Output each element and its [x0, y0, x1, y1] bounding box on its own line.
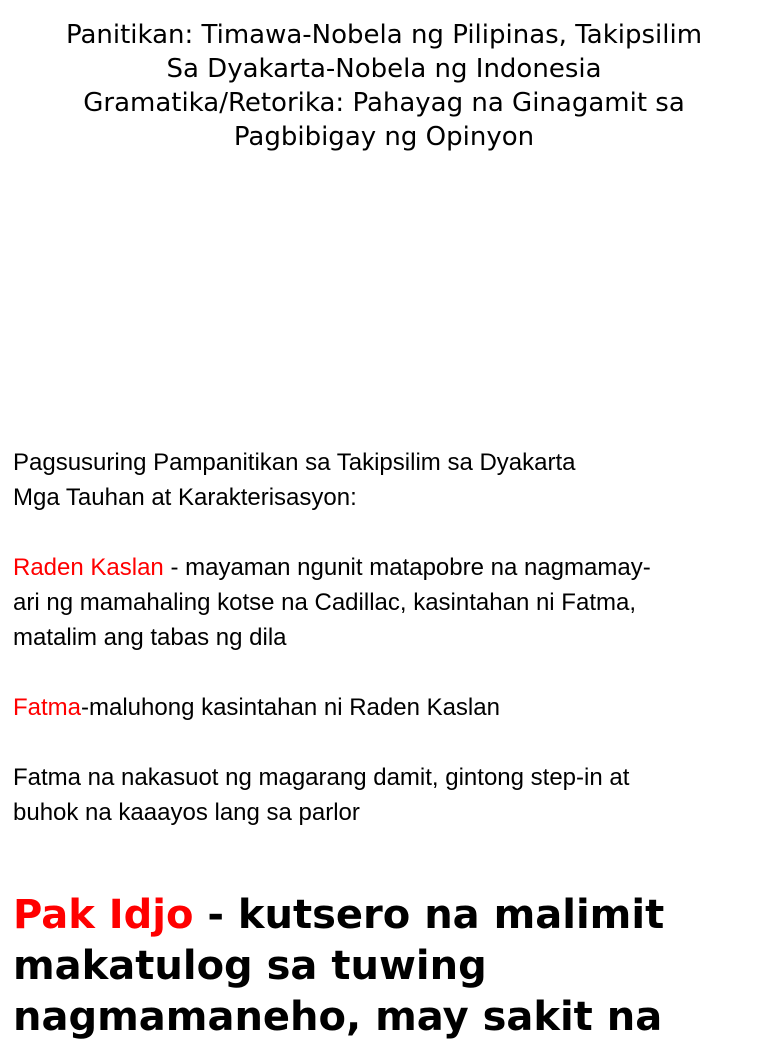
fatma-line [13, 690, 758, 725]
pak-idjo-desc-part-1: - kutsero na malimit [193, 892, 665, 938]
analysis-heading: Pagsusuring Pampanitikan sa Takipsilim sa Dyakarta [13, 449, 576, 476]
fatma-detail-line-2: buhok na kaaayos lang sa parlor [13, 799, 360, 826]
pak-idjo-line-3: nagmamaneho, may sakit na [13, 994, 663, 1040]
pak-idjo-section [13, 890, 768, 1043]
raden-line-2: ari ng mamahaling kotse na Cadillac, kasintahan ni Fatma, [13, 589, 636, 616]
title-line-4: Pagbibigay ng Opinyon [233, 122, 535, 152]
title-line-1: Panitikan: Timawa-Nobela ng Pilipinas, Takipsilim [65, 20, 703, 50]
raden-line-1 [13, 550, 758, 585]
spacer [13, 655, 758, 690]
raden-line-3: matalim ang tabas ng dila [13, 624, 287, 651]
spacer [13, 515, 758, 550]
pak-idjo-line-1 [13, 890, 768, 941]
raden-desc-part-1: - mayaman ngunit matapobre na nagmamay- [163, 554, 651, 581]
title-line-2: Sa Dyakarta-Nobela ng Indonesia [166, 54, 602, 84]
character-name-pak-idjo: Pak Idjo [13, 892, 194, 938]
pak-idjo-line-2: makatulog sa tuwing [13, 943, 487, 989]
fatma-desc: -maluhong kasintahan ni Raden Kaslan [81, 694, 500, 721]
characters-heading: Mga Tauhan at Karakterisasyon: [13, 484, 357, 511]
page-title [0, 18, 768, 154]
fatma-detail-line-1: Fatma na nakasuot ng magarang damit, gintong step-in at [13, 764, 630, 791]
analysis-section [13, 445, 758, 830]
spacer [13, 725, 758, 760]
character-name-raden: Raden Kaslan [13, 554, 164, 581]
title-line-3: Gramatika/Retorika: Pahayag na Ginagamit sa [83, 88, 685, 118]
character-name-fatma: Fatma [13, 694, 82, 721]
